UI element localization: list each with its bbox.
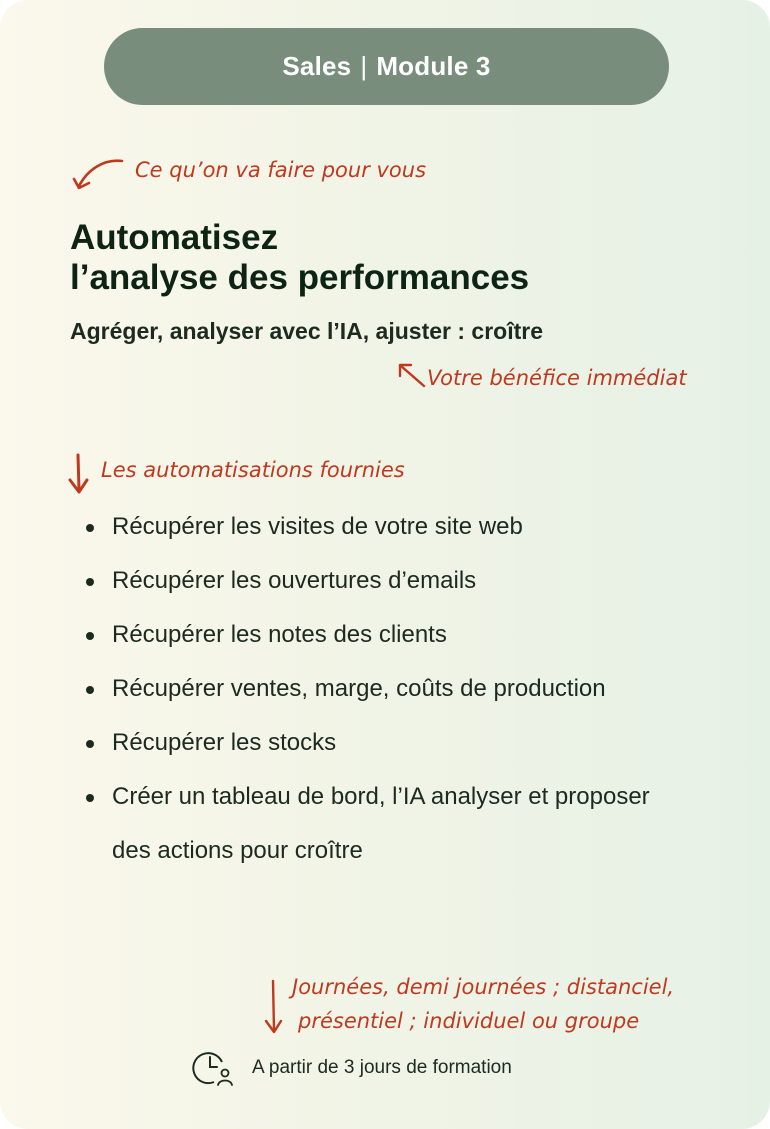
duration-footer [192,1048,512,1088]
benefit-annotation: Votre bénéfice immédiat [427,366,687,390]
module-label: Module 3 [376,51,491,81]
automations-list [84,500,684,878]
intro-annotation: Ce qu’on va faire pour vous [135,158,427,182]
list-item: Créer un tableau de bord, l’IA analyser et proposer des actions pour croître [84,770,684,878]
format-line-1: Journées, demi journées ; distanciel, [292,975,675,999]
category-label: Sales [282,51,352,81]
module-header-pill [104,28,669,105]
clock-person-icon [192,1048,236,1088]
list-item: Récupérer les notes des clients [84,608,684,662]
title-line-1: Automatisez [70,218,279,257]
arrow-up-left-icon [396,360,428,392]
list-item: Récupérer les visites de votre site web [84,500,684,554]
list-item: Récupérer les ouvertures d’emails [84,554,684,608]
arrow-down-icon [66,452,92,496]
automations-annotation: Les automatisations fournies [101,458,405,482]
header-separator: | [360,51,368,81]
list-item: Récupérer les stocks [84,716,684,770]
format-line-2: présentiel ; individuel ou groupe [298,1009,640,1033]
duration-text: A partir de 3 jours de formation [252,1057,512,1078]
arrow-down-thin-icon [262,978,286,1036]
title-line-2: l’analyse des performances [70,258,530,297]
curved-arrow-icon [70,155,126,197]
list-item: Récupérer ventes, marge, coûts de production [84,662,684,716]
page-subtitle: Agréger, analyser avec l’IA, ajuster : croître [70,318,544,344]
page-title [70,218,529,298]
format-annotation [292,970,674,1038]
